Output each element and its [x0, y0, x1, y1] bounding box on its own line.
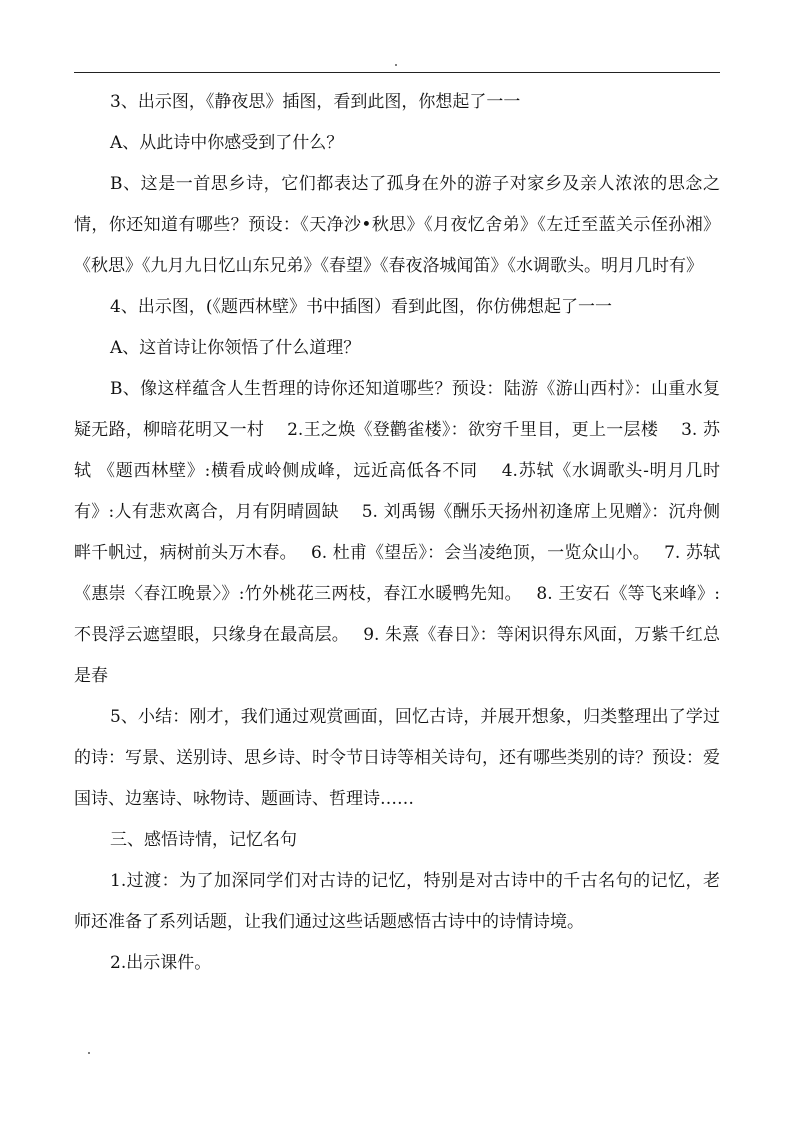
paragraph-question-a2: A、这首诗让你领悟了什么道理？	[110, 338, 361, 358]
document-body	[74, 82, 720, 984]
paragraph-question-a1: A、从此诗中你感受到了什么？	[110, 133, 344, 153]
header-rule	[74, 72, 720, 73]
footer-mark	[88, 1052, 90, 1054]
section-heading: 三、感悟诗情，记忆名句	[110, 830, 297, 850]
paragraph-summary: 5、小结：刚才，我们通过观赏画面，回忆古诗，并展开想象，归类整理出了学过的诗：写景、送别诗、思乡诗、时令节日诗等相关诗句，还有哪些类别的诗？预设：爱国诗、边塞诗、咏物诗、题画诗、哲理诗……	[74, 707, 720, 809]
header-mark	[395, 64, 397, 66]
paragraph-transition: 1.过渡：为了加深同学们对古诗的记忆，特别是对古诗中的千古名句的记忆，老师还准备了系列话题，让我们通过这些话题感悟古诗中的诗情诗境。	[74, 871, 720, 932]
paragraph-step-3: 3、出示图，《静夜思》插图，看到此图，你想起了一一	[110, 92, 521, 112]
paragraph-question-b1: B、这是一首思乡诗，它们都表达了孤身在外的游子对家乡及亲人浓浓的思念之情，你还知道有哪些？预设：《天净沙•秋思》《月夜忆舍弟》《左迁至蓝关示侄孙湘》《秋思》《九月九日忆山东兄弟》《春望》《春夜洛城闻笛》《水调歌头。明月几时有》	[74, 174, 720, 276]
paragraph-question-b2: B、像这样蕴含人生哲理的诗你还知道哪些？预设：陆游《游山西村》：山重水复疑无路，柳暗花明又一村 2.王之焕《登鹳雀楼》：欲穷千里目，更上一层楼 3. 苏轼 《题西林壁》:横看成岭侧成峰，远近高低各不同 4.苏轼《水调歌头-明月几时有》:人有悲欢离合，月有阴晴圆缺 5. 刘禹锡《酬乐天扬州初逢席上见赠》：沉舟侧畔千帆过，病树前头万木春。 6. 杜甫《望岳》：会当凌绝顶，一览众山小。 7. 苏轼《惠崇〈春江晚景〉》:竹外桃花三两枝，春江水暖鸭先知。 8. 王安石《等飞来峰》:不畏浮云遮望眼，只缘身在最高层。 9. 朱熹《春日》：等闲识得东风面，万紫千红总是春	[74, 379, 720, 686]
paragraph-show-courseware: 2.出示课件。	[110, 953, 212, 973]
paragraph-step-4: 4、出示图，(《题西林壁》书中插图）看到此图，你仿佛想起了一一	[110, 297, 612, 317]
